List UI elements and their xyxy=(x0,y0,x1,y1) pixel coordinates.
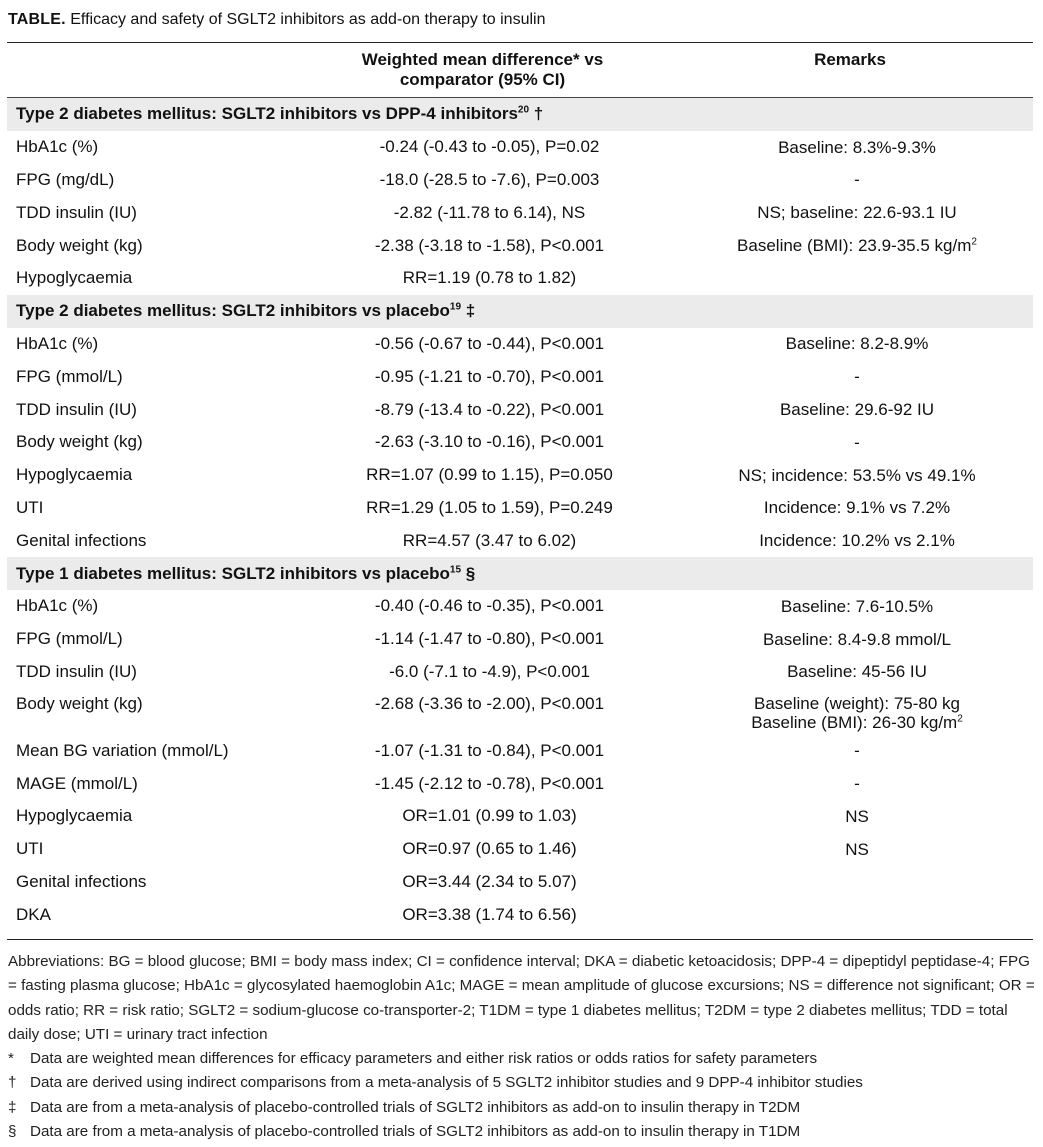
superscript: 2 xyxy=(971,236,977,248)
table-row xyxy=(7,688,1033,734)
remark-text: Baseline: 8.2-8.9% xyxy=(785,334,929,354)
column-header-line: Weighted mean difference* vs xyxy=(361,50,604,69)
remarks-cell xyxy=(697,774,1017,793)
section-title xyxy=(16,104,543,124)
value-cell: -0.56 (-0.67 to -0.44), P<0.001 xyxy=(374,333,605,353)
table-row xyxy=(7,229,1033,262)
footnote-symbol: † xyxy=(8,1074,17,1092)
parameter-cell: TDD insulin (IU) xyxy=(16,202,137,222)
remarks-cell xyxy=(697,662,1017,681)
value-cell: OR=1.01 (0.99 to 1.03) xyxy=(402,806,577,826)
remark-text: Baseline (BMI): 26-30 kg/m xyxy=(751,713,958,733)
remarks-cell xyxy=(697,840,1017,859)
value-cell: -2.82 (-11.78 to 6.14), NS xyxy=(393,202,586,222)
remark-text: Incidence: 9.1% vs 7.2% xyxy=(763,498,951,518)
footnote-mark: § xyxy=(465,563,476,583)
value-cell: -2.38 (-3.18 to -1.58), P<0.001 xyxy=(374,235,605,255)
footnote xyxy=(8,1071,1035,1095)
parameter-cell: HbA1c (%) xyxy=(16,596,99,616)
parameter-cell: Body weight (kg) xyxy=(16,432,143,452)
table-row xyxy=(7,524,1033,557)
table-row xyxy=(7,833,1033,866)
remark-text: Baseline (BMI): 23.9-35.5 kg/m xyxy=(737,236,972,256)
table-row xyxy=(7,459,1033,492)
remark-text: NS xyxy=(845,806,869,826)
column-header-line: comparator (95% CI) xyxy=(399,70,566,89)
footnote-mark: † xyxy=(533,104,544,124)
footnote-text: Data are from a meta-analysis of placebo-controlled trials of SGLT2 inhibitors as add-on to insulin therapy in T2DM xyxy=(30,1098,801,1116)
remark-text: - xyxy=(854,170,860,190)
footnote xyxy=(8,1120,1035,1144)
footnote xyxy=(8,1047,1035,1071)
value-cell: -8.79 (-13.4 to -0.22), P<0.001 xyxy=(374,399,605,419)
footnote-symbol: * xyxy=(8,1050,14,1068)
value-cell: -18.0 (-28.5 to -7.6), P=0.003 xyxy=(379,169,600,189)
caption-label: TABLE. xyxy=(8,11,66,28)
remark-text: NS; incidence: 53.5% vs 49.1% xyxy=(738,465,976,485)
table-row xyxy=(7,492,1033,525)
table-row xyxy=(7,623,1033,656)
value-cell: -1.14 (-1.47 to -0.80), P<0.001 xyxy=(374,629,605,649)
section-header-row xyxy=(7,557,1033,590)
table-row xyxy=(7,800,1033,833)
value-cell: -0.95 (-1.21 to -0.70), P<0.001 xyxy=(374,366,605,386)
remarks-cell xyxy=(697,498,1017,517)
bottom-rule xyxy=(7,939,1033,940)
remark-text: Baseline (weight): 75-80 kg xyxy=(753,694,960,714)
parameter-cell: Hypoglycaemia xyxy=(16,806,133,826)
value-cell: RR=1.07 (0.99 to 1.15), P=0.050 xyxy=(366,465,613,485)
value-cell: -6.0 (-7.1 to -4.9), P<0.001 xyxy=(389,661,590,681)
remark-text: - xyxy=(854,741,860,761)
remark-text: - xyxy=(854,367,860,387)
footnote xyxy=(8,1096,1035,1120)
remarks-cell xyxy=(697,630,1017,649)
table-row xyxy=(7,262,1033,295)
remark-text: Baseline: 45-56 IU xyxy=(787,662,927,682)
value-cell: RR=1.29 (1.05 to 1.59), P=0.249 xyxy=(366,497,613,517)
value-cell: OR=3.38 (1.74 to 6.56) xyxy=(402,904,577,924)
remark-text: - xyxy=(854,432,860,452)
table-row xyxy=(7,328,1033,361)
reference-number: 20 xyxy=(517,104,530,116)
remark-text: Baseline: 8.4-9.8 mmol/L xyxy=(762,629,952,649)
remarks-cell xyxy=(697,334,1017,353)
value-cell: -2.63 (-3.10 to -0.16), P<0.001 xyxy=(374,432,605,452)
remark-text: Baseline: 8.3%-9.3% xyxy=(778,137,936,157)
column-header-weighted-mean-difference xyxy=(290,50,675,90)
remark-text: NS xyxy=(845,839,869,859)
remarks-cell xyxy=(697,531,1017,550)
value-cell: -0.40 (-0.46 to -0.35), P<0.001 xyxy=(374,596,605,616)
remarks-cell xyxy=(697,170,1017,189)
remark-text: Baseline: 29.6-92 IU xyxy=(779,400,935,420)
section-header-row xyxy=(7,295,1033,328)
table-row xyxy=(7,898,1033,931)
table-row xyxy=(7,164,1033,197)
section-title-text: Type 1 diabetes mellitus: SGLT2 inhibitors vs placebo xyxy=(16,563,450,583)
value-cell: RR=1.19 (0.78 to 1.82) xyxy=(402,268,577,288)
parameter-cell: HbA1c (%) xyxy=(16,333,99,353)
table-row xyxy=(7,393,1033,426)
section-title-text: Type 2 diabetes mellitus: SGLT2 inhibitors vs DPP-4 inhibitors xyxy=(16,104,518,124)
remark-text: Incidence: 10.2% vs 2.1% xyxy=(759,531,955,551)
remarks-cell xyxy=(697,203,1017,222)
parameter-cell: FPG (mg/dL) xyxy=(16,169,115,189)
parameter-cell: HbA1c (%) xyxy=(16,137,99,157)
remark-text: Baseline: 7.6-10.5% xyxy=(780,596,934,616)
section-title xyxy=(16,564,475,584)
remark-text: NS; baseline: 22.6-93.1 IU xyxy=(757,203,957,223)
value-cell: -0.24 (-0.43 to -0.05), P=0.02 xyxy=(379,137,600,157)
table-row xyxy=(7,590,1033,623)
table-row xyxy=(7,866,1033,899)
remarks-cell xyxy=(697,694,1017,732)
parameter-cell: Mean BG variation (mmol/L) xyxy=(16,740,229,760)
table-row xyxy=(7,426,1033,459)
table-row xyxy=(7,767,1033,800)
footnotes xyxy=(8,1047,1035,1144)
footnote-symbol: § xyxy=(8,1123,17,1141)
remarks-cell xyxy=(697,597,1017,616)
reference-number: 15 xyxy=(449,563,462,575)
caption-text: Efficacy and safety of SGLT2 inhibitors as add-on therapy to insulin xyxy=(70,11,546,28)
column-header-remarks: Remarks xyxy=(814,50,886,69)
section-title xyxy=(16,301,475,321)
table-notes xyxy=(8,950,1035,1144)
remarks-cell xyxy=(697,138,1017,157)
value-cell: -2.68 (-3.36 to -2.00), P<0.001 xyxy=(374,694,605,714)
abbreviations-note: Abbreviations: BG = blood glucose; BMI = body mass index; CI = confidence interval; DKA = diabetic ketoacidosis; DPP-4 = dipeptidyl peptidase-4; FPG = fasting plasma glucose; HbA1c = glycosylated haemoglobin A1c; MAGE = mean amplitude of glucose excursions; NS = difference not significant; OR = odds ratio; RR = risk ratio; SGLT2 = sodium-glucose co-transporter-2; T1DM = type 1 diabetes mellitus; T2DM = type 2 diabetes mellitus; TDD = total daily dose; UTI = urinary tract infection xyxy=(8,953,1035,1043)
section-header-row xyxy=(7,98,1033,131)
remarks-cell xyxy=(697,466,1017,485)
parameter-cell: FPG (mmol/L) xyxy=(16,629,123,649)
section-title-text: Type 2 diabetes mellitus: SGLT2 inhibitors vs placebo xyxy=(16,301,450,321)
table-row xyxy=(7,360,1033,393)
remarks-cell xyxy=(697,741,1017,760)
parameter-cell: Hypoglycaemia xyxy=(16,465,133,485)
footnote-text: Data are derived using indirect comparisons from a meta-analysis of 5 SGLT2 inhibitor studies and 9 DPP-4 inhibitor studies xyxy=(30,1074,863,1092)
parameter-cell: UTI xyxy=(16,839,44,859)
parameter-cell: UTI xyxy=(16,497,44,517)
remarks-cell xyxy=(697,433,1017,452)
value-cell: OR=0.97 (0.65 to 1.46) xyxy=(402,839,577,859)
remarks-cell xyxy=(697,807,1017,826)
parameter-cell: Genital infections xyxy=(16,871,147,891)
parameter-cell: Genital infections xyxy=(16,530,147,550)
footnote-text: Data are weighted mean differences for efficacy parameters and either risk ratios or odds ratios for safety parameters xyxy=(30,1050,818,1068)
table-row xyxy=(7,131,1033,164)
table-row xyxy=(7,656,1033,689)
parameter-cell: DKA xyxy=(16,904,51,924)
parameter-cell: Body weight (kg) xyxy=(16,235,143,255)
parameter-cell: FPG (mmol/L) xyxy=(16,366,123,386)
parameter-cell: Body weight (kg) xyxy=(16,694,143,714)
remarks-cell xyxy=(697,400,1017,419)
value-cell: RR=4.57 (3.47 to 6.02) xyxy=(402,530,577,550)
footnote-symbol: ‡ xyxy=(8,1098,17,1116)
superscript: 2 xyxy=(957,713,963,725)
top-rule xyxy=(7,42,1033,43)
table-body xyxy=(7,98,1033,931)
parameter-cell: TDD insulin (IU) xyxy=(16,661,137,681)
reference-number: 19 xyxy=(449,301,462,313)
footnote-mark: ‡ xyxy=(465,301,476,321)
value-cell: OR=3.44 (2.34 to 5.07) xyxy=(402,871,577,891)
footnote-text: Data are from a meta-analysis of placebo-controlled trials of SGLT2 inhibitors as add-on to insulin therapy in T1DM xyxy=(30,1123,801,1141)
parameter-cell: TDD insulin (IU) xyxy=(16,399,137,419)
parameter-cell: MAGE (mmol/L) xyxy=(16,773,138,793)
value-cell: -1.07 (-1.31 to -0.84), P<0.001 xyxy=(374,740,605,760)
value-cell: -1.45 (-2.12 to -0.78), P<0.001 xyxy=(374,773,605,793)
parameter-cell: Hypoglycaemia xyxy=(16,268,133,288)
table-row xyxy=(7,196,1033,229)
table-row xyxy=(7,734,1033,767)
remarks-cell xyxy=(697,236,1017,255)
remark-text: - xyxy=(854,774,860,794)
table-caption xyxy=(8,11,1035,29)
remarks-cell xyxy=(697,367,1017,386)
